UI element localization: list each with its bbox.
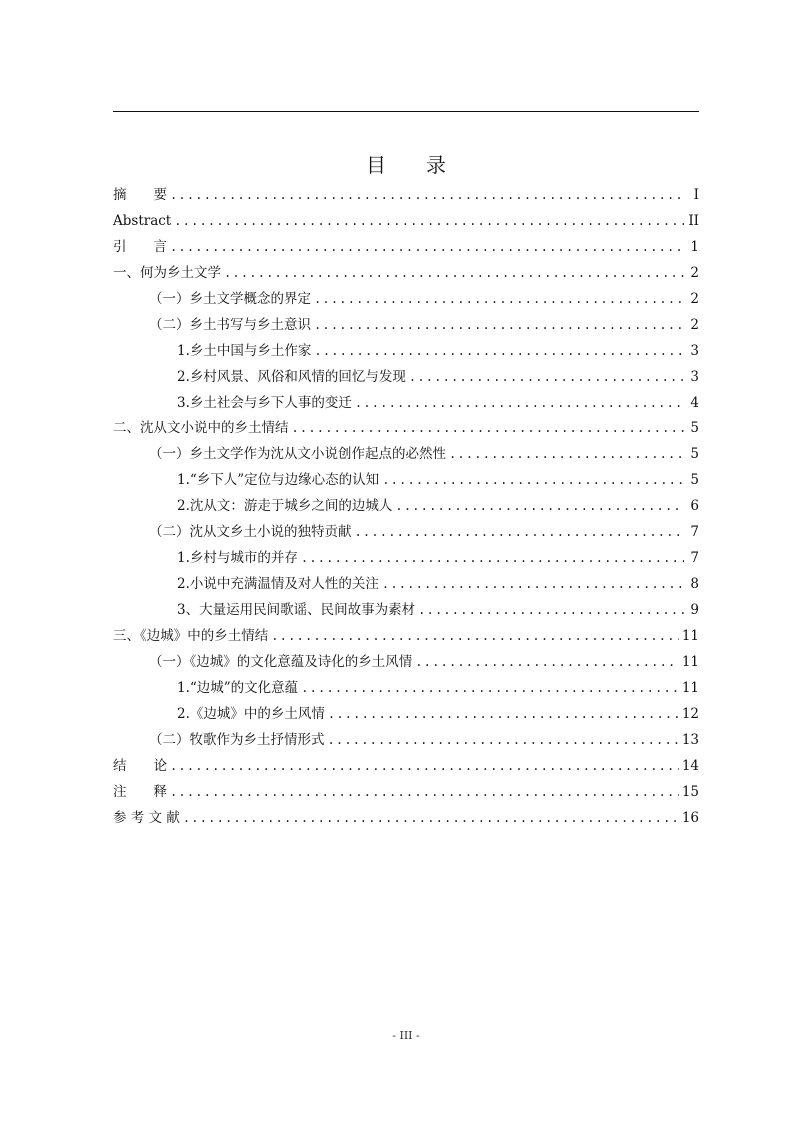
toc-entry-label: （二）沈从文乡土小说的独特贡献 — [149, 524, 352, 541]
toc-entry[interactable] — [113, 546, 699, 572]
toc-entry[interactable] — [113, 468, 699, 494]
toc-entry-label: （二）牧歌作为乡土抒情形式 — [149, 731, 325, 748]
toc-entry[interactable] — [113, 235, 699, 261]
toc-entry-label: （一）《边城》的文化意蕴及诗化的乡土风情 — [149, 653, 413, 670]
toc-entry-page: 11 — [681, 627, 699, 644]
dot-leader — [418, 598, 684, 624]
toc-entry-label: 1.乡土中国与乡土作家 — [177, 342, 312, 359]
toc-entry-label: 注 释 — [113, 783, 167, 800]
toc-entry-page: II — [688, 212, 699, 229]
toc-entry-label: 二、沈从文小说中的乡土情结 — [113, 420, 289, 437]
page-number-footer: - III - — [392, 1029, 420, 1042]
toc-entry-label: 参 考 文 献 — [113, 809, 180, 826]
toc-entry-page: 16 — [681, 809, 699, 826]
dot-leader — [170, 183, 684, 209]
toc-entry-page: 7 — [690, 550, 699, 567]
toc-entry-label: 3.乡土社会与乡下人事的变迁 — [177, 394, 352, 411]
dot-leader — [355, 520, 685, 546]
toc-entry-page: 2 — [690, 316, 699, 333]
title-part-1: 目 — [366, 153, 386, 177]
dot-leader — [170, 754, 679, 780]
toc-entry-label: 1.乡村与城市的并存 — [177, 550, 298, 567]
dot-leader — [415, 650, 679, 676]
dot-leader — [409, 365, 684, 391]
dot-leader — [224, 261, 684, 287]
dot-leader — [328, 702, 679, 728]
header-rule — [113, 111, 699, 112]
toc-entry-label: 1.“边城”的文化意蕴 — [177, 679, 299, 696]
title-part-2: 录 — [426, 153, 446, 177]
toc-entry[interactable] — [113, 520, 699, 546]
toc-entry-page: 5 — [690, 420, 699, 437]
toc-entry-label: （二）乡土书写与乡土意识 — [149, 316, 311, 333]
dot-leader — [301, 546, 684, 572]
toc-entry-page: 14 — [681, 757, 699, 774]
dot-leader — [395, 494, 684, 520]
toc-entry[interactable] — [113, 313, 699, 339]
dot-leader — [449, 442, 684, 468]
toc-entry-label: 结 论 — [113, 757, 167, 774]
toc-entry[interactable] — [113, 728, 699, 754]
toc-entry[interactable] — [113, 365, 699, 391]
toc-entry-page: 3 — [690, 368, 699, 385]
toc-entry[interactable] — [113, 442, 699, 468]
toc-entry[interactable] — [113, 676, 699, 702]
toc-entry[interactable] — [113, 702, 699, 728]
toc-entry[interactable] — [113, 624, 699, 650]
dot-leader — [271, 624, 679, 650]
toc-entry[interactable] — [113, 183, 699, 209]
toc-entry-page: 13 — [681, 731, 699, 748]
toc-entry[interactable] — [113, 572, 699, 598]
page-title — [113, 150, 699, 180]
toc-entry[interactable] — [113, 598, 699, 624]
toc-entry-page: 12 — [681, 705, 699, 722]
dot-leader — [301, 676, 679, 702]
toc-entry[interactable] — [113, 287, 699, 313]
dot-leader — [382, 468, 684, 494]
dot-leader — [328, 728, 679, 754]
dot-leader — [314, 339, 684, 365]
dot-leader — [314, 287, 684, 313]
toc-entry[interactable] — [113, 261, 699, 287]
toc-entry-label: 2.乡村风景、风俗和风情的回忆与发现 — [177, 368, 406, 385]
toc-entry-page: 11 — [681, 653, 699, 670]
toc-entry-page: 5 — [690, 472, 699, 489]
toc-entry[interactable] — [113, 391, 699, 417]
dot-leader — [292, 416, 685, 442]
dot-leader — [314, 313, 684, 339]
toc-entry-label: （一）乡土文学作为沈从文小说创作起点的必然性 — [149, 446, 446, 463]
dot-leader — [183, 806, 679, 832]
toc-entry-label: 引 言 — [113, 238, 167, 255]
toc-entry-page: 2 — [690, 290, 699, 307]
toc-entry-page: 5 — [690, 446, 699, 463]
toc-entry-label: 2.小说中充满温情及对人性的关注 — [177, 576, 379, 593]
toc-entry-label: 1.“乡下人”定位与边缘心态的认知 — [177, 472, 380, 489]
table-of-contents — [113, 183, 699, 831]
dot-leader — [355, 391, 684, 417]
toc-entry-page: I — [693, 187, 699, 203]
toc-entry-label: 3、大量运用民间歌谣、民间故事为素材 — [177, 602, 416, 618]
dot-leader — [382, 572, 684, 598]
toc-entry-label: 摘 要 — [113, 187, 167, 203]
toc-entry-label: （一）乡土文学概念的界定 — [149, 290, 311, 307]
toc-entry-page: 3 — [690, 342, 699, 359]
toc-entry-label: 三、《边城》中的乡土情结 — [113, 627, 269, 644]
toc-entry-page: 7 — [690, 524, 699, 541]
toc-entry[interactable] — [113, 780, 699, 806]
dot-leader — [170, 780, 679, 806]
toc-entry[interactable] — [113, 494, 699, 520]
toc-entry-page: 6 — [690, 498, 699, 515]
toc-entry-label: 2.《边城》中的乡土风情 — [177, 705, 325, 722]
toc-entry-page: 2 — [690, 264, 699, 281]
toc-entry-page: 8 — [690, 576, 699, 593]
toc-entry-page: 11 — [681, 679, 699, 696]
toc-entry-page: 1 — [690, 238, 699, 255]
toc-entry-label: 2.沈从文：游走于城乡之间的边城人 — [177, 498, 393, 515]
toc-entry[interactable] — [113, 650, 699, 676]
toc-entry[interactable] — [113, 416, 699, 442]
toc-entry-label: 一、何为乡土文学 — [113, 264, 221, 281]
dot-leader — [170, 235, 684, 261]
dot-leader — [174, 209, 684, 235]
toc-entry-page: 9 — [690, 602, 699, 618]
toc-entry[interactable] — [113, 806, 699, 832]
toc-entry-page: 4 — [690, 394, 699, 411]
toc-entry[interactable] — [113, 339, 699, 365]
toc-entry[interactable] — [113, 209, 699, 235]
toc-entry-label: Abstract — [113, 212, 172, 229]
toc-entry-page: 15 — [681, 783, 699, 800]
toc-entry[interactable] — [113, 754, 699, 780]
